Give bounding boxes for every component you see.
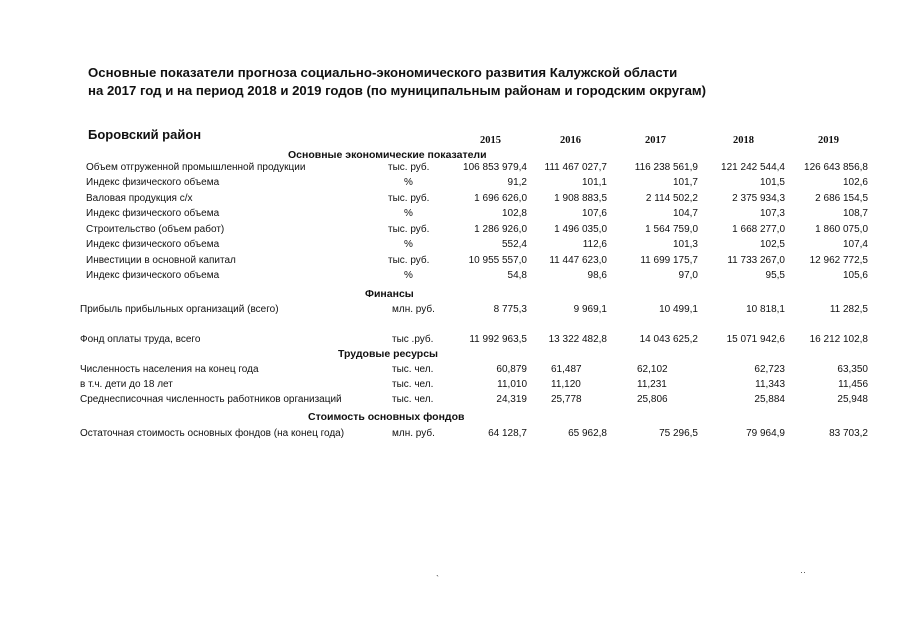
value-2017: 101,7 — [672, 177, 698, 188]
value-2015: 8 775,3 — [493, 304, 527, 315]
value-2018: 95,5 — [765, 270, 785, 281]
row-label: Среднесписочная численность работников организаций — [80, 394, 342, 405]
value-2016: 112,6 — [582, 239, 607, 250]
value-2017: 14 043 625,2 — [639, 334, 698, 345]
value-2018: 2 375 934,3 — [732, 193, 785, 204]
value-2019: 105,6 — [842, 270, 868, 281]
value-2015: 24,319 — [496, 394, 527, 405]
row-unit: тыс. чел. — [392, 394, 434, 405]
row-unit: тыс. руб. — [388, 193, 430, 204]
table-row — [0, 364, 905, 378]
value-2019: 12 962 772,5 — [809, 255, 868, 266]
row-label: Остаточная стоимость основных фондов (на конец года) — [80, 428, 345, 439]
value-2019: 1 860 075,0 — [815, 224, 868, 235]
value-2015: 1 696 626,0 — [474, 193, 527, 204]
value-2018: 102,5 — [759, 239, 785, 250]
value-2019: 2 686 154,5 — [815, 193, 868, 204]
value-2017: 1 564 759,0 — [645, 224, 698, 235]
value-2018: 11 733 267,0 — [727, 255, 785, 266]
value-2019: 63,350 — [837, 364, 868, 375]
row-label: Валовая продукция с/х — [86, 193, 193, 204]
value-2015: 54,8 — [507, 270, 527, 281]
year-2016: 2016 — [560, 135, 581, 146]
row-label: Индекс физического объема — [86, 208, 220, 219]
row-label: Фонд оплаты труда, всего — [80, 334, 201, 345]
scan-mark: ` — [436, 574, 439, 584]
value-2017: 97,0 — [678, 270, 698, 281]
table-row — [0, 208, 905, 222]
scan-mark: ·· — [800, 567, 806, 577]
value-2015: 106 853 979,4 — [463, 162, 527, 173]
row-unit: тыс .руб. — [392, 334, 434, 345]
value-2019: 83 703,2 — [829, 428, 868, 439]
section-assets: Стоимость основных фондов — [308, 411, 465, 423]
year-2018: 2018 — [733, 135, 754, 146]
value-2017: 62,102 — [637, 364, 668, 375]
row-unit: % — [404, 208, 413, 219]
table-row — [0, 379, 905, 393]
value-2018: 1 668 277,0 — [732, 224, 785, 235]
value-2016: 101,1 — [581, 177, 607, 188]
row-unit: млн. руб. — [392, 428, 435, 439]
value-2019: 108,7 — [842, 208, 868, 219]
value-2015: 11 992 963,5 — [469, 334, 527, 345]
value-2019: 11 282,5 — [829, 304, 868, 315]
value-2018: 107,3 — [759, 208, 785, 219]
row-label: Индекс физического объема — [86, 270, 220, 281]
value-2017: 75 296,5 — [659, 428, 698, 439]
row-unit: тыс. руб. — [388, 162, 430, 173]
value-2016: 11 447 623,0 — [549, 255, 607, 266]
row-unit: тыс. чел. — [392, 379, 434, 390]
value-2016: 9 969,1 — [573, 304, 607, 315]
table-row — [0, 239, 905, 253]
value-2016: 65 962,8 — [568, 428, 607, 439]
table-row — [0, 193, 905, 207]
value-2017: 25,806 — [637, 394, 668, 405]
table-row — [0, 270, 905, 284]
value-2017: 10 499,1 — [659, 304, 698, 315]
row-label: в т.ч. дети до 18 лет — [80, 379, 173, 390]
value-2018: 101,5 — [759, 177, 785, 188]
value-2015: 64 128,7 — [488, 428, 527, 439]
row-unit: тыс. руб. — [388, 224, 430, 235]
row-unit: % — [404, 270, 413, 281]
table-row — [0, 304, 905, 318]
row-label: Объем отгруженной промышленной продукции — [86, 162, 306, 173]
row-unit: % — [404, 239, 413, 250]
value-2019: 107,4 — [842, 239, 868, 250]
value-2017: 11 699 175,7 — [640, 255, 698, 266]
table-row — [0, 177, 905, 191]
table-row — [0, 162, 905, 176]
row-label: Индекс физического объема — [86, 239, 220, 250]
value-2016: 61,487 — [551, 364, 582, 375]
row-unit: % — [404, 177, 413, 188]
value-2017: 104,7 — [672, 208, 698, 219]
value-2015: 102,8 — [501, 208, 527, 219]
value-2019: 16 212 102,8 — [809, 334, 868, 345]
year-2015: 2015 — [480, 135, 501, 146]
section-labor: Трудовые ресурсы — [338, 348, 439, 360]
year-2019: 2019 — [818, 135, 839, 146]
table-row — [0, 334, 905, 348]
value-2018: 10 818,1 — [746, 304, 785, 315]
row-label: Численность населения на конец года — [80, 364, 259, 375]
value-2019: 25,948 — [837, 394, 868, 405]
value-2019: 11,456 — [838, 379, 868, 390]
value-2017: 101,3 — [672, 239, 698, 250]
year-2017: 2017 — [645, 135, 666, 146]
row-label: Инвестиции в основной капитал — [86, 255, 236, 266]
value-2015: 10 955 557,0 — [468, 255, 527, 266]
value-2017: 116 238 561,9 — [634, 162, 698, 173]
value-2017: 2 114 502,2 — [645, 193, 698, 204]
section-economic: Основные экономические показатели — [288, 149, 487, 161]
value-2019: 126 643 856,8 — [804, 162, 868, 173]
value-2018: 121 242 544,4 — [721, 162, 785, 173]
value-2016: 1 496 035,0 — [554, 224, 607, 235]
value-2018: 79 964,9 — [746, 428, 785, 439]
value-2018: 11,343 — [755, 379, 785, 390]
value-2016: 98,6 — [587, 270, 607, 281]
table-row — [0, 428, 905, 442]
title-line-2: на 2017 год и на период 2018 и 2019 годов (по муниципальным районам и городским округам) — [88, 83, 707, 98]
value-2018: 62,723 — [754, 364, 785, 375]
value-2016: 107,6 — [581, 208, 607, 219]
value-2019: 102,6 — [842, 177, 868, 188]
value-2017: 11,231 — [637, 379, 667, 390]
row-label: Строительство (объем работ) — [86, 224, 225, 235]
value-2018: 15 071 942,6 — [726, 334, 785, 345]
value-2016: 111 467 027,7 — [544, 162, 607, 173]
value-2015: 11,010 — [497, 379, 527, 390]
row-unit: млн. руб. — [392, 304, 435, 315]
title-line-1: Основные показатели прогноза социально-экономического развития Калужской области — [88, 65, 678, 80]
row-label: Индекс физического объема — [86, 177, 220, 188]
row-unit: тыс. руб. — [388, 255, 430, 266]
value-2018: 25,884 — [754, 394, 785, 405]
row-unit: тыс. чел. — [392, 364, 434, 375]
table-row — [0, 224, 905, 238]
value-2016: 11,120 — [551, 379, 581, 390]
value-2016: 13 322 482,8 — [548, 334, 607, 345]
value-2016: 1 908 883,5 — [554, 193, 607, 204]
section-finance: Финансы — [365, 288, 414, 300]
value-2015: 552,4 — [501, 239, 527, 250]
value-2015: 91,2 — [507, 177, 527, 188]
district-name: Боровский район — [88, 127, 202, 142]
table-row — [0, 255, 905, 269]
value-2015: 1 286 926,0 — [474, 224, 527, 235]
value-2015: 60,879 — [496, 364, 527, 375]
row-label: Прибыль прибыльных организаций (всего) — [80, 304, 279, 315]
value-2016: 25,778 — [551, 394, 582, 405]
table-row — [0, 394, 905, 408]
